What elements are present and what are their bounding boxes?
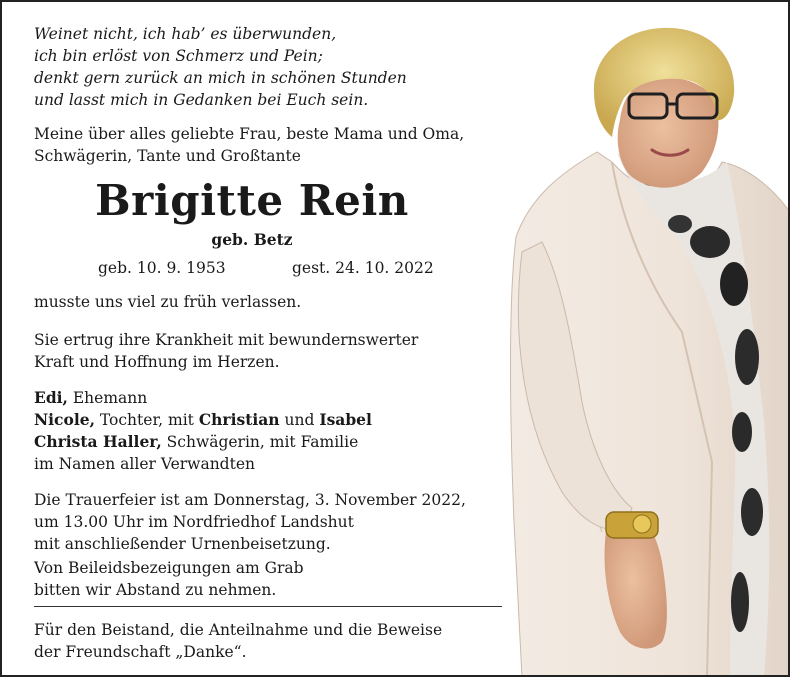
mourner-name: Christian: [198, 410, 280, 429]
poem-line: Weinet nicht, ich hab’ es überwunden,: [34, 25, 337, 43]
thanks-line: der Freundschaft „Danke“.: [34, 643, 247, 661]
conjunction: und: [279, 411, 320, 429]
poem-line: und lasst mich in Gedanken bei Euch sein.: [34, 91, 369, 109]
relatives-line: im Namen aller Verwandten: [34, 455, 255, 473]
portrait-photo: [502, 2, 790, 677]
condolence-line: bitten wir Abstand zu nehmen.: [34, 581, 277, 599]
thanks-line: Für den Beistand, die Anteilnahme und die Beweise: [34, 621, 443, 639]
intro-line: Meine über alles geliebte Frau, beste Mama und Oma,: [34, 125, 465, 143]
funeral-line: mit anschließender Urnenbeisetzung.: [34, 535, 331, 553]
mourner-name: Isabel: [319, 410, 372, 429]
birth-date: geb. 10. 9. 1953: [98, 259, 226, 277]
mourner-name: Edi,: [34, 388, 68, 407]
maiden-name: geb. Betz: [211, 230, 293, 249]
mourner-daughter: [34, 410, 372, 430]
mourner-role: Ehemann: [67, 389, 148, 407]
funeral-line: um 13.00 Uhr im Nordfriedhof Landshut: [34, 513, 354, 531]
poem-line: ich bin erlöst von Schmerz und Pein;: [34, 47, 323, 65]
deceased-name: Brigitte Rein: [95, 176, 409, 225]
illness-line: Sie ertrug ihre Krankheit mit bewundernswerter: [34, 331, 419, 349]
mourner-name: Christa Haller,: [34, 432, 162, 451]
head: [594, 28, 734, 188]
illness-line: Kraft und Hoffnung im Herzen.: [34, 353, 280, 371]
mourner-sister-in-law: [34, 432, 358, 452]
mourner-husband: [34, 388, 147, 408]
death-date: gest. 24. 10. 2022: [292, 259, 434, 277]
mourner-role: Tochter, mit: [94, 411, 199, 429]
mourner-role: Schwägerin, mit Familie: [161, 433, 359, 451]
funeral-line: Die Trauerfeier ist am Donnerstag, 3. November 2022,: [34, 491, 466, 509]
divider: [34, 606, 502, 607]
intro-line: Schwägerin, Tante und Großtante: [34, 147, 301, 165]
mourner-name: Nicole,: [34, 410, 95, 429]
left-us-line: musste uns viel zu früh verlassen.: [34, 293, 302, 311]
poem-line: denkt gern zurück an mich in schönen Stunden: [34, 69, 407, 87]
condolence-line: Von Beileidsbezeigungen am Grab: [34, 559, 304, 577]
